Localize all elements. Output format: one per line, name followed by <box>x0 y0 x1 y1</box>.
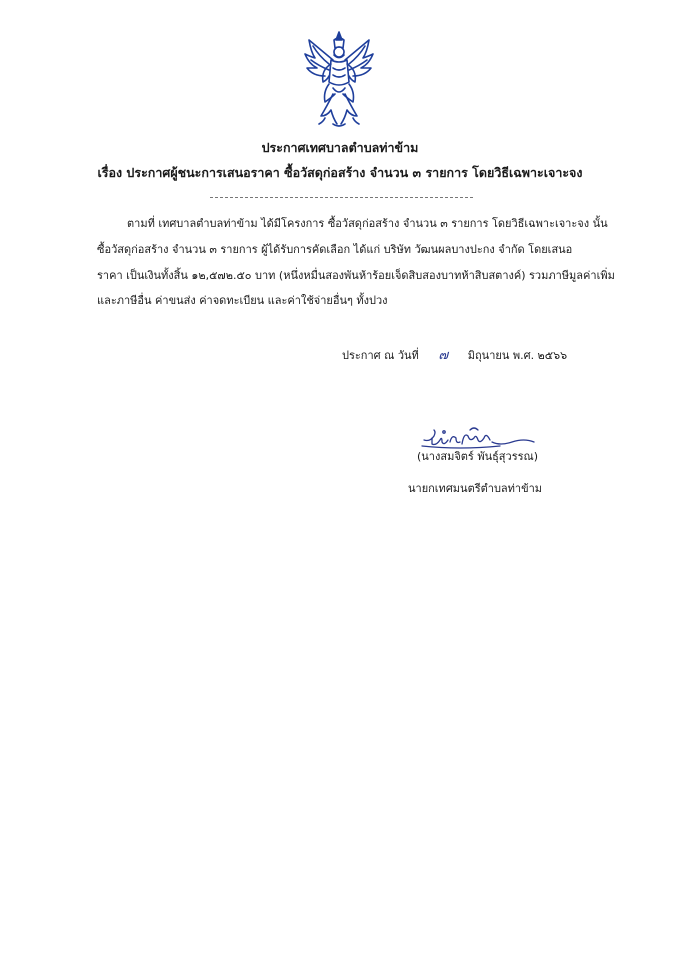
date-month-year: มิถุนายน พ.ศ. ๒๕๖๖ <box>467 349 568 362</box>
date-day-handwritten: ๗ <box>438 348 449 363</box>
dashed-separator <box>210 197 473 198</box>
announcement-subject: เรื่อง ประกาศผู้ชนะการเสนอราคา ซื้อวัสดุก่อสร้าง จำนวน ๓ รายการ โดยวิธีเฉพาะเจาะจง <box>97 165 583 180</box>
body-line-2: ซื้อวัสดุก่อสร้าง จำนวน ๓ รายการ ผู้ได้รับการคัดเลือก ได้แก่ บริษัท วัฒนผลบางปะกง จำกัด โดยเสนอ <box>97 243 573 256</box>
body-line-3: ราคา เป็นเงินทั้งสิ้น ๑๒,๕๗๒.๕๐ บาท (หนึ่งหมื่นสองพันห้าร้อยเจ็ดสิบสองบาทห้าสิบสตางค์) รวมภาษีมูลค่าเพิ่ม <box>97 269 615 282</box>
body-line-4: และภาษีอื่น ค่าขนส่ง ค่าจดทะเบียน และค่าใช้จ่ายอื่นๆ ทั้งปวง <box>97 294 388 307</box>
announcement-title: ประกาศเทศบาลตำบลท่าข้าม <box>261 140 419 155</box>
signer-name: (นางสมจิตร์ พันธุ์สุวรรณ) <box>417 450 539 463</box>
date-prefix: ประกาศ ณ วันที่ <box>342 349 419 362</box>
garuda-emblem-icon <box>303 30 375 130</box>
body-line-1: ตามที่ เทศบาลตำบลท่าข้าม ได้มีโครงการ ซื้อวัสดุก่อสร้าง จำนวน ๓ รายการ โดยวิธีเฉพาะเจาะจง นั้น <box>127 217 608 230</box>
announcement-date <box>342 344 567 365</box>
signer-position: นายกเทศมนตรีตำบลท่าข้าม <box>408 482 543 495</box>
